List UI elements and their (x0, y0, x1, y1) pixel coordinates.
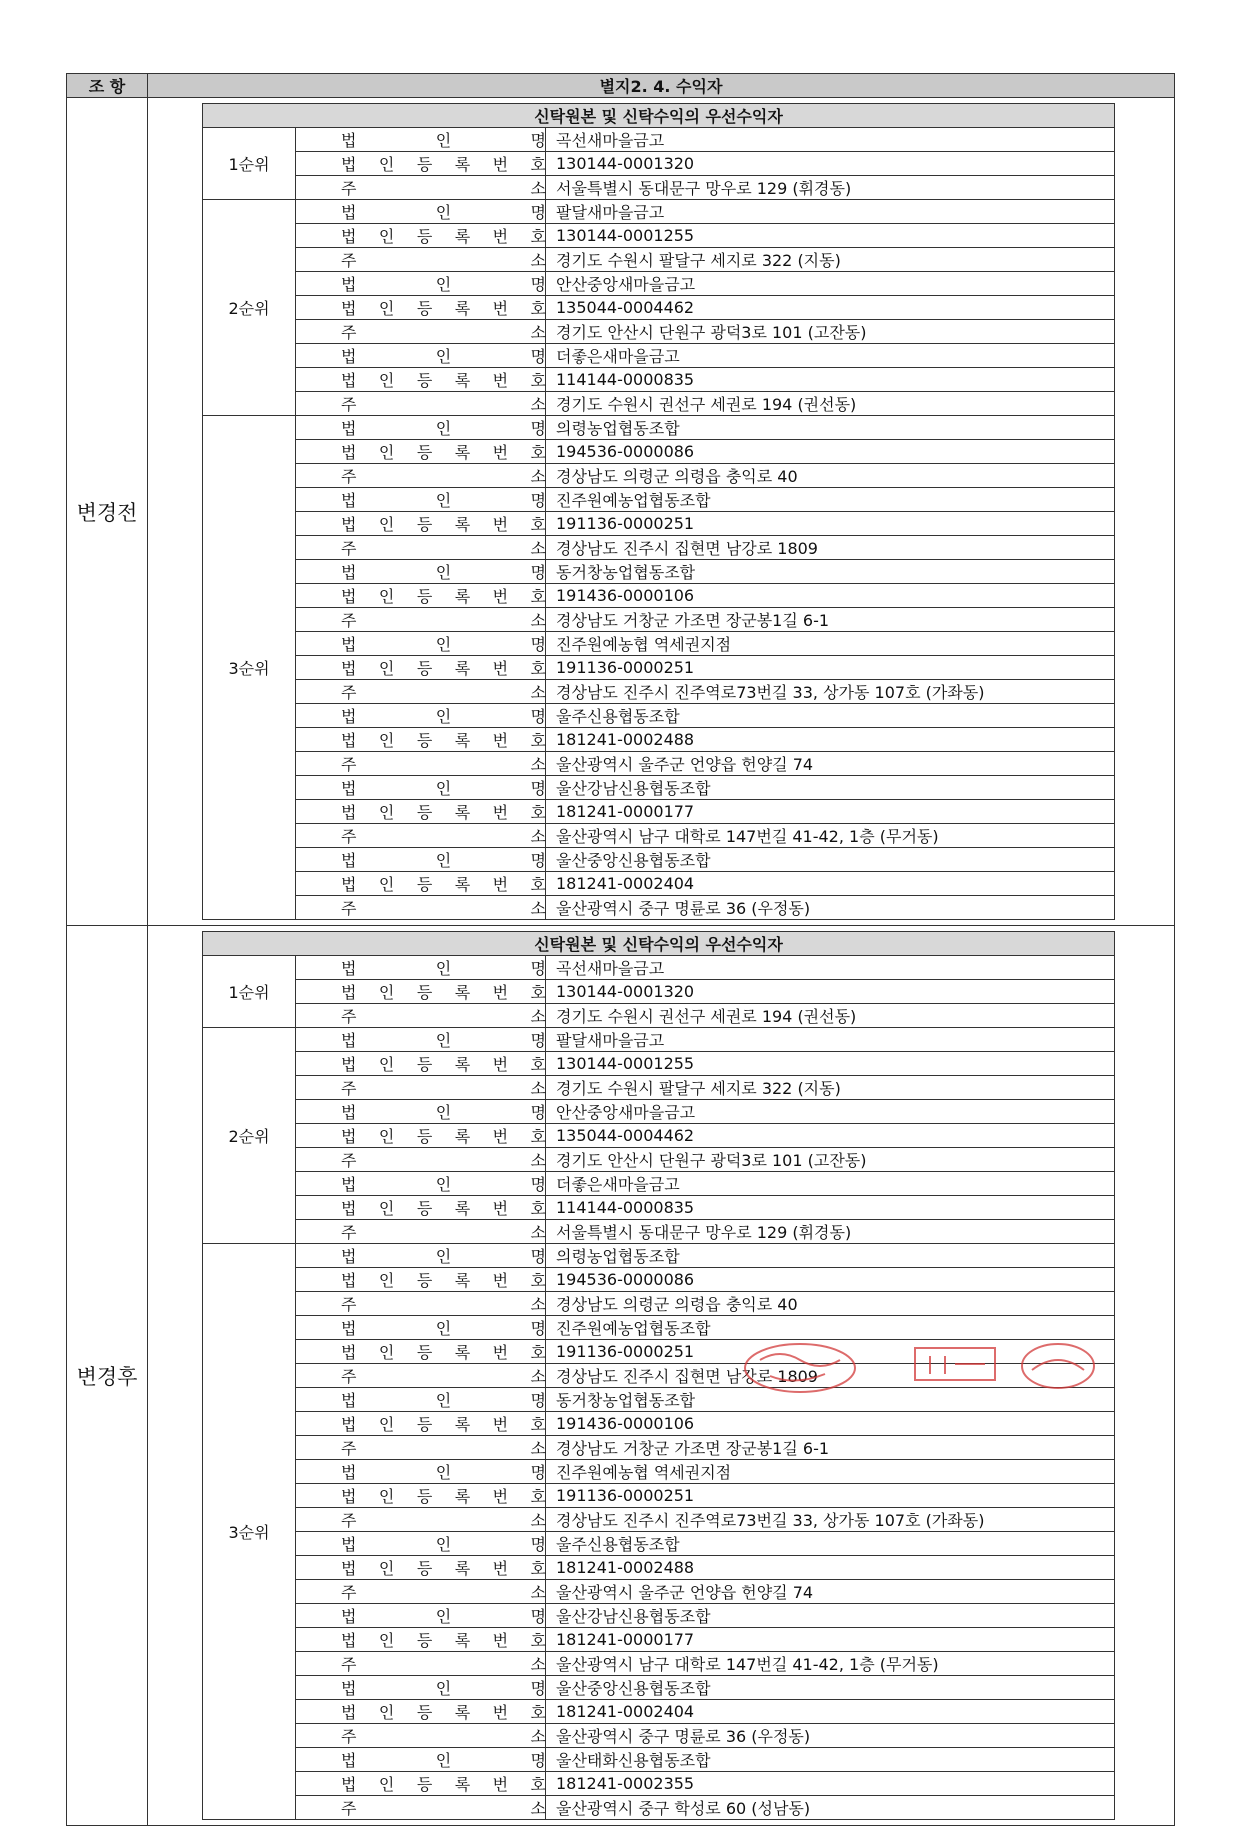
section-body (148, 926, 1175, 1826)
field-value: 경기도 수원시 팔달구 세지로 322 (지동) (546, 248, 1115, 272)
field-label-text: 주 소 (341, 1583, 546, 1602)
field-label (296, 896, 546, 920)
field-label-text: 주 소 (341, 1367, 546, 1386)
field-label-text: 법 인 등 록 번 호 (341, 1271, 546, 1290)
table-row (203, 1220, 1115, 1244)
table-row (203, 464, 1115, 488)
table-row (203, 956, 1115, 980)
field-label-text: 주 소 (341, 323, 546, 342)
field-label-text: 법 인 등 록 번 호 (341, 1199, 546, 1218)
beneficiary-table-title: 신탁원본 및 신탁수익의 우선수익자 (203, 932, 1115, 956)
field-label-text: 주 소 (341, 1295, 546, 1314)
table-row (203, 488, 1115, 512)
field-label (296, 176, 546, 200)
field-label (296, 752, 546, 776)
field-label-text: 주 소 (341, 1223, 546, 1242)
field-label-text: 법 인 등 록 번 호 (341, 1775, 546, 1794)
field-label (296, 1652, 546, 1676)
table-row (203, 200, 1115, 224)
field-label-text: 주 소 (341, 683, 546, 702)
field-label (296, 632, 546, 656)
table-row (203, 1652, 1115, 1676)
beneficiary-table (202, 103, 1115, 920)
field-value: 울산광역시 남구 대학로 147번길 41-42, 1층 (무거동) (546, 824, 1115, 848)
table-row (203, 152, 1115, 176)
table-row (203, 1004, 1115, 1028)
field-value: 서울특별시 동대문구 망우로 129 (휘경동) (546, 1220, 1115, 1244)
section-before (67, 98, 1175, 926)
field-label (296, 824, 546, 848)
field-value: 130144-0001255 (546, 224, 1115, 248)
field-label-text: 법 인 등 록 번 호 (341, 227, 546, 246)
field-label (296, 680, 546, 704)
table-row (203, 440, 1115, 464)
table-row (203, 368, 1115, 392)
field-value: 경상남도 거창군 가조면 장군봉1길 6-1 (546, 1436, 1115, 1460)
table-row (203, 248, 1115, 272)
table-row (203, 1340, 1115, 1364)
table-row (203, 1484, 1115, 1508)
field-label (296, 1196, 546, 1220)
field-value: 경기도 수원시 권선구 세권로 194 (권선동) (546, 1004, 1115, 1028)
table-row (203, 1532, 1115, 1556)
field-value: 114144-0000835 (546, 368, 1115, 392)
field-value: 울산광역시 울주군 언양읍 헌양길 74 (546, 752, 1115, 776)
table-row (203, 1412, 1115, 1436)
field-label (296, 488, 546, 512)
field-label (296, 1316, 546, 1340)
table-row (203, 608, 1115, 632)
table-row (203, 848, 1115, 872)
table-row (203, 224, 1115, 248)
field-label (296, 512, 546, 536)
field-label-text: 법 인 명 (341, 1247, 546, 1266)
table-row (203, 512, 1115, 536)
field-label (296, 368, 546, 392)
field-label (296, 1172, 546, 1196)
field-value: 안산중앙새마을금고 (546, 1100, 1115, 1124)
field-label (296, 152, 546, 176)
field-label (296, 248, 546, 272)
field-label-text: 법 인 등 록 번 호 (341, 587, 546, 606)
field-label-text: 법 인 명 (341, 1463, 546, 1482)
field-value: 191436-0000106 (546, 584, 1115, 608)
field-label-text: 법 인 명 (341, 563, 546, 582)
table-row (203, 800, 1115, 824)
field-value: 181241-0002355 (546, 1772, 1115, 1796)
field-label-text: 법 인 명 (341, 635, 546, 654)
field-label (296, 776, 546, 800)
field-label (296, 320, 546, 344)
field-value: 울산태화신용협동조합 (546, 1748, 1115, 1772)
field-label-text: 법 인 등 록 번 호 (341, 659, 546, 678)
field-label (296, 656, 546, 680)
rank-label: 2순위 (203, 200, 296, 416)
field-label (296, 1100, 546, 1124)
field-label (296, 200, 546, 224)
table-row (203, 392, 1115, 416)
field-value: 팔달새마을금고 (546, 200, 1115, 224)
field-value: 곡선새마을금고 (546, 956, 1115, 980)
field-label-text: 법 인 명 (341, 131, 546, 150)
field-label (296, 224, 546, 248)
field-value: 안산중앙새마을금고 (546, 272, 1115, 296)
field-value: 울산강남신용협동조합 (546, 776, 1115, 800)
header-row (67, 74, 1175, 98)
table-row (203, 416, 1115, 440)
field-value: 더좋은새마을금고 (546, 344, 1115, 368)
field-value: 181241-0002404 (546, 1700, 1115, 1724)
header-title: 별지2. 4. 수익자 (148, 74, 1175, 98)
field-value: 114144-0000835 (546, 1196, 1115, 1220)
field-value: 경기도 수원시 권선구 세권로 194 (권선동) (546, 392, 1115, 416)
field-label (296, 344, 546, 368)
table-row (203, 1148, 1115, 1172)
field-value: 경기도 안산시 단원구 광덕3로 101 (고잔동) (546, 320, 1115, 344)
field-label (296, 1388, 546, 1412)
field-label (296, 1748, 546, 1772)
field-value: 경상남도 진주시 집현면 남강로 1809 (546, 1364, 1115, 1388)
table-row (203, 536, 1115, 560)
table-row (203, 344, 1115, 368)
field-label-text: 법 인 명 (341, 851, 546, 870)
table-row (203, 1268, 1115, 1292)
field-label-text: 법 인 명 (341, 1535, 546, 1554)
table-row (203, 1772, 1115, 1796)
table-row (203, 1292, 1115, 1316)
table-row (203, 656, 1115, 680)
field-label-text: 법 인 명 (341, 1031, 546, 1050)
field-label (296, 872, 546, 896)
field-label-text: 법 인 등 록 번 호 (341, 1127, 546, 1146)
field-label (296, 1364, 546, 1388)
field-label-text: 법 인 명 (341, 1391, 546, 1410)
field-label-text: 법 인 등 록 번 호 (341, 1487, 546, 1506)
field-label (296, 1460, 546, 1484)
field-label-text: 법 인 등 록 번 호 (341, 1559, 546, 1578)
field-label (296, 1292, 546, 1316)
field-value: 울산광역시 울주군 언양읍 헌양길 74 (546, 1580, 1115, 1604)
table-row (203, 752, 1115, 776)
field-value: 130144-0001320 (546, 980, 1115, 1004)
field-value: 181241-0002488 (546, 728, 1115, 752)
field-label (296, 296, 546, 320)
table-row (203, 176, 1115, 200)
field-value: 130144-0001320 (546, 152, 1115, 176)
field-label (296, 1796, 546, 1820)
field-value: 경상남도 의령군 의령읍 충익로 40 (546, 464, 1115, 488)
field-label (296, 1244, 546, 1268)
field-label-text: 법 인 등 록 번 호 (341, 731, 546, 750)
field-label-text: 법 인 명 (341, 275, 546, 294)
field-value: 194536-0000086 (546, 440, 1115, 464)
field-value: 경기도 수원시 팔달구 세지로 322 (지동) (546, 1076, 1115, 1100)
field-label-text: 주 소 (341, 1799, 546, 1818)
table-row (203, 272, 1115, 296)
field-label-text: 주 소 (341, 827, 546, 846)
field-label (296, 704, 546, 728)
field-label (296, 272, 546, 296)
field-label-text: 법 인 등 록 번 호 (341, 875, 546, 894)
table-row (203, 1676, 1115, 1700)
field-label (296, 1556, 546, 1580)
field-value: 울주신용협동조합 (546, 1532, 1115, 1556)
field-value: 의령농업협동조합 (546, 416, 1115, 440)
table-row (203, 1460, 1115, 1484)
field-value: 진주원예농협 역세권지점 (546, 632, 1115, 656)
rank-label: 3순위 (203, 416, 296, 920)
rank-label: 2순위 (203, 1028, 296, 1244)
field-label-text: 법 인 명 (341, 419, 546, 438)
field-label (296, 1076, 546, 1100)
table-row (203, 824, 1115, 848)
table-row (203, 1100, 1115, 1124)
field-label (296, 1604, 546, 1628)
field-label-text: 주 소 (341, 1655, 546, 1674)
field-label-text: 법 인 등 록 번 호 (341, 1343, 546, 1362)
field-label (296, 1436, 546, 1460)
field-label-text: 주 소 (341, 1151, 546, 1170)
field-label (296, 848, 546, 872)
table-row (203, 1556, 1115, 1580)
field-value: 181241-0000177 (546, 800, 1115, 824)
table-row (203, 1580, 1115, 1604)
field-label (296, 1220, 546, 1244)
table-row (203, 128, 1115, 152)
table-row (203, 1052, 1115, 1076)
field-label-text: 주 소 (341, 467, 546, 486)
rank-label: 1순위 (203, 128, 296, 200)
field-label (296, 1484, 546, 1508)
field-label-text: 주 소 (341, 611, 546, 630)
field-label (296, 1772, 546, 1796)
field-value: 191136-0000251 (546, 1484, 1115, 1508)
field-label-text: 법 인 명 (341, 779, 546, 798)
rank-label: 1순위 (203, 956, 296, 1028)
field-value: 194536-0000086 (546, 1268, 1115, 1292)
field-label (296, 560, 546, 584)
field-value: 울산광역시 중구 학성로 60 (성남동) (546, 1796, 1115, 1820)
field-value: 울산광역시 남구 대학로 147번길 41-42, 1층 (무거동) (546, 1652, 1115, 1676)
field-label (296, 1676, 546, 1700)
field-value: 191136-0000251 (546, 1340, 1115, 1364)
field-label (296, 1508, 546, 1532)
section-label: 변경전 (67, 98, 148, 926)
field-label-text: 법 인 명 (341, 1319, 546, 1338)
field-label (296, 1724, 546, 1748)
field-label (296, 1052, 546, 1076)
field-label-text: 법 인 명 (341, 959, 546, 978)
header-clause: 조 항 (67, 74, 148, 98)
field-value: 울산중앙신용협동조합 (546, 1676, 1115, 1700)
field-value: 울주신용협동조합 (546, 704, 1115, 728)
field-label (296, 1340, 546, 1364)
table-row (203, 560, 1115, 584)
table-row (203, 1316, 1115, 1340)
field-value: 135044-0004462 (546, 1124, 1115, 1148)
field-label-text: 주 소 (341, 1511, 546, 1530)
field-label-text: 법 인 명 (341, 1103, 546, 1122)
section-body (148, 98, 1175, 926)
field-label-text: 법 인 명 (341, 1679, 546, 1698)
table-row (203, 980, 1115, 1004)
table-row (203, 1244, 1115, 1268)
field-label (296, 1700, 546, 1724)
field-label (296, 536, 546, 560)
field-value: 181241-0002404 (546, 872, 1115, 896)
field-value: 경상남도 진주시 진주역로73번길 33, 상가동 107호 (가좌동) (546, 1508, 1115, 1532)
field-value: 동거창농업협동조합 (546, 560, 1115, 584)
field-label-text: 법 인 명 (341, 203, 546, 222)
field-label-text: 주 소 (341, 251, 546, 270)
field-label-text: 법 인 명 (341, 1751, 546, 1770)
field-label (296, 416, 546, 440)
field-label (296, 1124, 546, 1148)
field-label-text: 법 인 명 (341, 491, 546, 510)
table-row (203, 1076, 1115, 1100)
field-value: 진주원예농업협동조합 (546, 1316, 1115, 1340)
field-label (296, 956, 546, 980)
table-row (203, 1172, 1115, 1196)
field-label-text: 주 소 (341, 1439, 546, 1458)
field-label-text: 법 인 등 록 번 호 (341, 299, 546, 318)
field-value: 진주원예농업협동조합 (546, 488, 1115, 512)
field-label (296, 800, 546, 824)
table-row (203, 704, 1115, 728)
field-value: 더좋은새마을금고 (546, 1172, 1115, 1196)
table-row (203, 1724, 1115, 1748)
field-value: 경상남도 진주시 집현면 남강로 1809 (546, 536, 1115, 560)
field-value: 의령농업협동조합 (546, 1244, 1115, 1268)
table-row (203, 632, 1115, 656)
field-label (296, 1532, 546, 1556)
field-value: 울산광역시 중구 명륜로 36 (우정동) (546, 896, 1115, 920)
table-row (203, 1628, 1115, 1652)
field-label-text: 주 소 (341, 1007, 546, 1026)
field-label-text: 법 인 등 록 번 호 (341, 1415, 546, 1434)
beneficiary-table (202, 931, 1115, 1820)
section-label: 변경후 (67, 926, 148, 1826)
field-label (296, 1004, 546, 1028)
field-label-text: 법 인 명 (341, 347, 546, 366)
field-label-text: 법 인 등 록 번 호 (341, 983, 546, 1002)
field-value: 팔달새마을금고 (546, 1028, 1115, 1052)
beneficiary-table-title: 신탁원본 및 신탁수익의 우선수익자 (203, 104, 1115, 128)
field-label-text: 주 소 (341, 899, 546, 918)
field-label-text: 법 인 등 록 번 호 (341, 443, 546, 462)
table-row (203, 1700, 1115, 1724)
table-row (203, 1436, 1115, 1460)
field-label-text: 주 소 (341, 179, 546, 198)
field-label-text: 법 인 등 록 번 호 (341, 515, 546, 534)
field-label-text: 법 인 명 (341, 1607, 546, 1626)
field-value: 울산광역시 중구 명륜로 36 (우정동) (546, 1724, 1115, 1748)
field-label (296, 608, 546, 632)
field-value: 130144-0001255 (546, 1052, 1115, 1076)
field-label (296, 1028, 546, 1052)
rank-label: 3순위 (203, 1244, 296, 1820)
field-value: 191136-0000251 (546, 656, 1115, 680)
field-value: 경상남도 진주시 진주역로73번길 33, 상가동 107호 (가좌동) (546, 680, 1115, 704)
field-label (296, 392, 546, 416)
table-row (203, 320, 1115, 344)
section-after (67, 926, 1175, 1826)
field-label (296, 464, 546, 488)
table-row (203, 296, 1115, 320)
field-value: 181241-0000177 (546, 1628, 1115, 1652)
field-label (296, 728, 546, 752)
field-value: 경상남도 의령군 의령읍 충익로 40 (546, 1292, 1115, 1316)
field-label (296, 1148, 546, 1172)
field-value: 진주원예농협 역세권지점 (546, 1460, 1115, 1484)
field-label (296, 980, 546, 1004)
field-value: 곡선새마을금고 (546, 128, 1115, 152)
table-row (203, 1796, 1115, 1820)
field-value: 경상남도 거창군 가조면 장군봉1길 6-1 (546, 608, 1115, 632)
table-row (203, 728, 1115, 752)
field-label-text: 법 인 명 (341, 1175, 546, 1194)
field-value: 서울특별시 동대문구 망우로 129 (휘경동) (546, 176, 1115, 200)
field-label (296, 1412, 546, 1436)
field-label (296, 440, 546, 464)
field-label-text: 주 소 (341, 539, 546, 558)
field-label-text: 법 인 등 록 번 호 (341, 371, 546, 390)
table-row (203, 1604, 1115, 1628)
field-label-text: 법 인 등 록 번 호 (341, 1631, 546, 1650)
table-row (203, 1196, 1115, 1220)
field-label (296, 1580, 546, 1604)
field-value: 181241-0002488 (546, 1556, 1115, 1580)
field-label-text: 법 인 등 록 번 호 (341, 155, 546, 174)
table-row (203, 1748, 1115, 1772)
table-row (203, 1364, 1115, 1388)
field-value: 울산중앙신용협동조합 (546, 848, 1115, 872)
field-label-text: 주 소 (341, 1727, 546, 1746)
table-row (203, 776, 1115, 800)
field-label-text: 법 인 등 록 번 호 (341, 1055, 546, 1074)
table-row (203, 1124, 1115, 1148)
field-label (296, 1628, 546, 1652)
field-label (296, 1268, 546, 1292)
field-label-text: 법 인 명 (341, 707, 546, 726)
amendment-table (66, 73, 1175, 1826)
table-row (203, 896, 1115, 920)
field-value: 경기도 안산시 단원구 광덕3로 101 (고잔동) (546, 1148, 1115, 1172)
field-value: 191136-0000251 (546, 512, 1115, 536)
table-row (203, 1388, 1115, 1412)
field-label-text: 주 소 (341, 395, 546, 414)
field-label-text: 주 소 (341, 1079, 546, 1098)
field-value: 191436-0000106 (546, 1412, 1115, 1436)
field-label (296, 584, 546, 608)
field-label-text: 법 인 등 록 번 호 (341, 803, 546, 822)
table-row (203, 680, 1115, 704)
field-label (296, 128, 546, 152)
field-label-text: 주 소 (341, 755, 546, 774)
field-label-text: 법 인 등 록 번 호 (341, 1703, 546, 1722)
table-row (203, 1508, 1115, 1532)
field-value: 135044-0004462 (546, 296, 1115, 320)
table-row (203, 1028, 1115, 1052)
table-row (203, 584, 1115, 608)
field-value: 동거창농업협동조합 (546, 1388, 1115, 1412)
table-row (203, 872, 1115, 896)
field-value: 울산강남신용협동조합 (546, 1604, 1115, 1628)
